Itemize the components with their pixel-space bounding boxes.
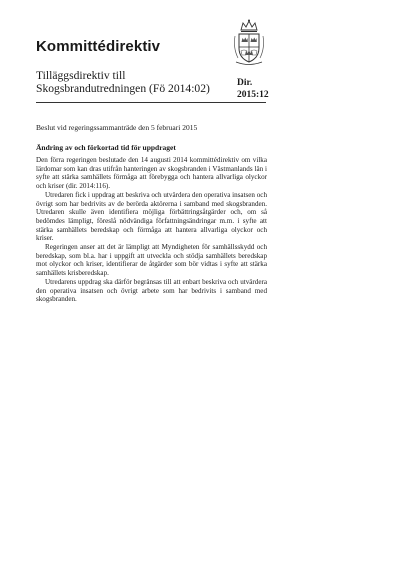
header-divider	[36, 102, 266, 103]
paragraph: Regeringen anser att det är lämpligt att Myndigheten för samhällsskydd och beredskap, som bl.a. har i uppgift att utveckla och stödja samhällets beredskap mot olyckor och kriser, identifierar de åtgärder som bör vidtas i syfte att stärka samhällets krisberedskap.	[36, 243, 267, 278]
document-heading: Kommittédirektiv	[36, 38, 161, 55]
directive-number	[237, 77, 269, 101]
paragraph: Utredarens uppdrag ska därför begränsas till att enbart beskriva och utvärdera den operativa insatsen och övrigt arbete som har bedrivits i samband med skogsbranden.	[36, 277, 267, 304]
paragraph: Den förra regeringen beslutade den 14 augusti 2014 kommittédirektiv om vilka lärdomar som kan dras utifrån hanteringen av skogsbranden i Västmanlands län i syfte att stärka samhällets förmåga att förebygga och hantera allvarliga olyckor och kriser (dir. 2014:116).	[36, 156, 267, 191]
dir-number: 2015:12	[237, 90, 269, 100]
document-subtitle: Tilläggsdirektiv till Skogsbrandutredningen (Fö 2014:02)	[36, 69, 210, 95]
dir-label: Dir.	[237, 78, 253, 88]
coat-of-arms-icon	[232, 18, 266, 68]
section-heading: Ändring av och förkortad tid för uppdraget	[36, 143, 176, 152]
paragraph: Utredaren fick i uppdrag att beskriva och utvärdera den operativa insatsen och övrigt som har bedrivits av de berörda aktörerna i samband med skogsbranden. Utredaren skulle även identifiera möjliga förbättringsåtgärder och, om så bedömdes lämpligt, föreslå nödvändiga författningsändringar m.m. i syfte att stärka samhällets beredskap och förmåga att hantera allvarliga olyckor och kriser.	[36, 190, 267, 243]
decision-line: Beslut vid regeringssammanträde den 5 februari 2015	[36, 123, 198, 132]
section-body	[36, 156, 267, 304]
